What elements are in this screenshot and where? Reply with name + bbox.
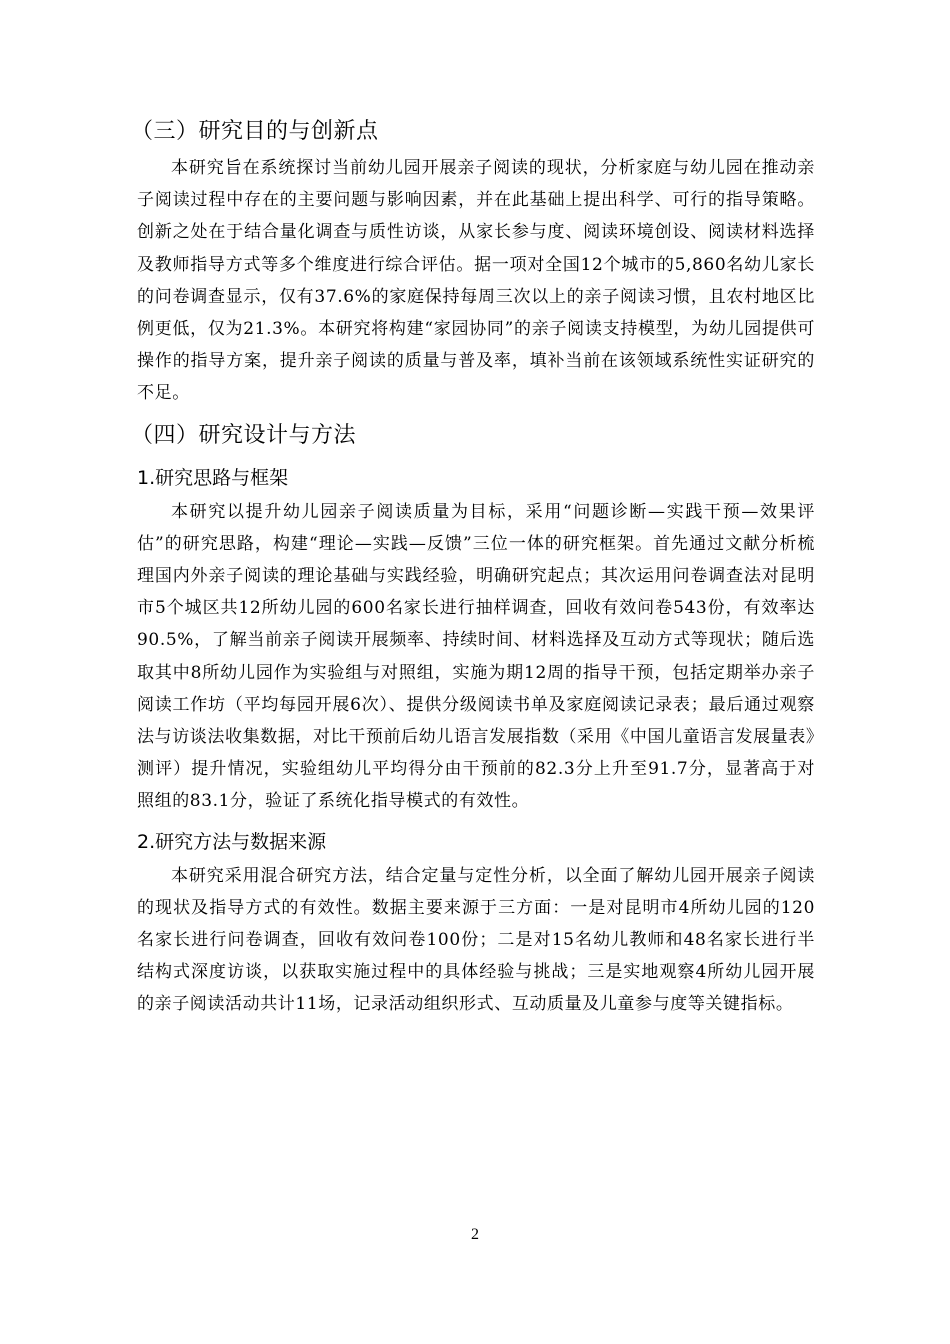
section-heading-research-design: （四）研究设计与方法 <box>131 422 357 448</box>
paragraph-research-framework: 本研究以提升幼儿园亲子阅读质量为目标，采用“问题诊断—实践干预—效果评估”的研究思路，构建“理论—实践—反馈”三位一体的研究框架。首先通过文献分析梳理国内外亲子阅读的理论基础与实践经验，明确研究起点；其次运用问卷调查法对昆明市5个城区共12所幼儿园的600名家长进行抽样调查，回收有效问卷543份，有效率达90.5%，了解当前亲子阅读开展频率、持续时间、材料选择及互动方式等现状；随后选取其中8所幼儿园作为实验组与对照组，实施为期12周的指导干预，包括定期举办亲子阅读工作坊（平均每园开展6次）、提供分级阅读书单及家庭阅读记录表；最后通过观察法与访谈法收集数据，对比干预前后幼儿语言发展指数（采用《中国儿童语言发展量表》测评）提升情况，实验组幼儿平均得分由干预前的82.3分上升至91.7分，显著高于对照组的83.1分，验证了系统化指导模式的有效性。 <box>137 501 815 812</box>
paragraph-research-purpose: 本研究旨在系统探讨当前幼儿园开展亲子阅读的现状，分析家庭与幼儿园在推动亲子阅读过程中存在的主要问题与影响因素，并在此基础上提出科学、可行的指导策略。创新之处在于结合量化调查与质性访谈，从家长参与度、阅读环境创设、阅读材料选择及教师指导方式等多个维度进行综合评估。据一项对全国12个城市的5,860名幼儿家长的问卷调查显示，仅有37.6%的家庭保持每周三次以上的亲子阅读习惯，且农村地区比例更低，仅为21.3%。本研究将构建“家园协同”的亲子阅读支持模型，为幼儿园提供可操作的指导方案，提升亲子阅读的质量与普及率，填补当前在该领域系统性实证研究的不足。 <box>137 158 815 404</box>
paragraph-research-methods: 本研究采用混合研究方法，结合定量与定性分析，以全面了解幼儿园开展亲子阅读的现状及指导方式的有效性。数据主要来源于三方面：一是对昆明市4所幼儿园的120名家长进行问卷调查，回收有效问卷100份；二是对15名幼儿教师和48名家长进行半结构式深度访谈，以获取实施过程中的具体经验与挑战；三是实地观察4所幼儿园开展的亲子阅读活动共计11场，记录活动组织形式、互动质量及儿童参与度等关键指标。 <box>137 865 815 1015</box>
section-heading-research-purpose: （三）研究目的与创新点 <box>131 119 379 144</box>
subheading-research-framework: 1.研究思路与框架 <box>137 466 289 489</box>
subheading-research-methods: 2.研究方法与数据来源 <box>137 830 327 853</box>
page-content <box>131 112 815 1021</box>
page-number: 2 <box>471 1226 479 1243</box>
